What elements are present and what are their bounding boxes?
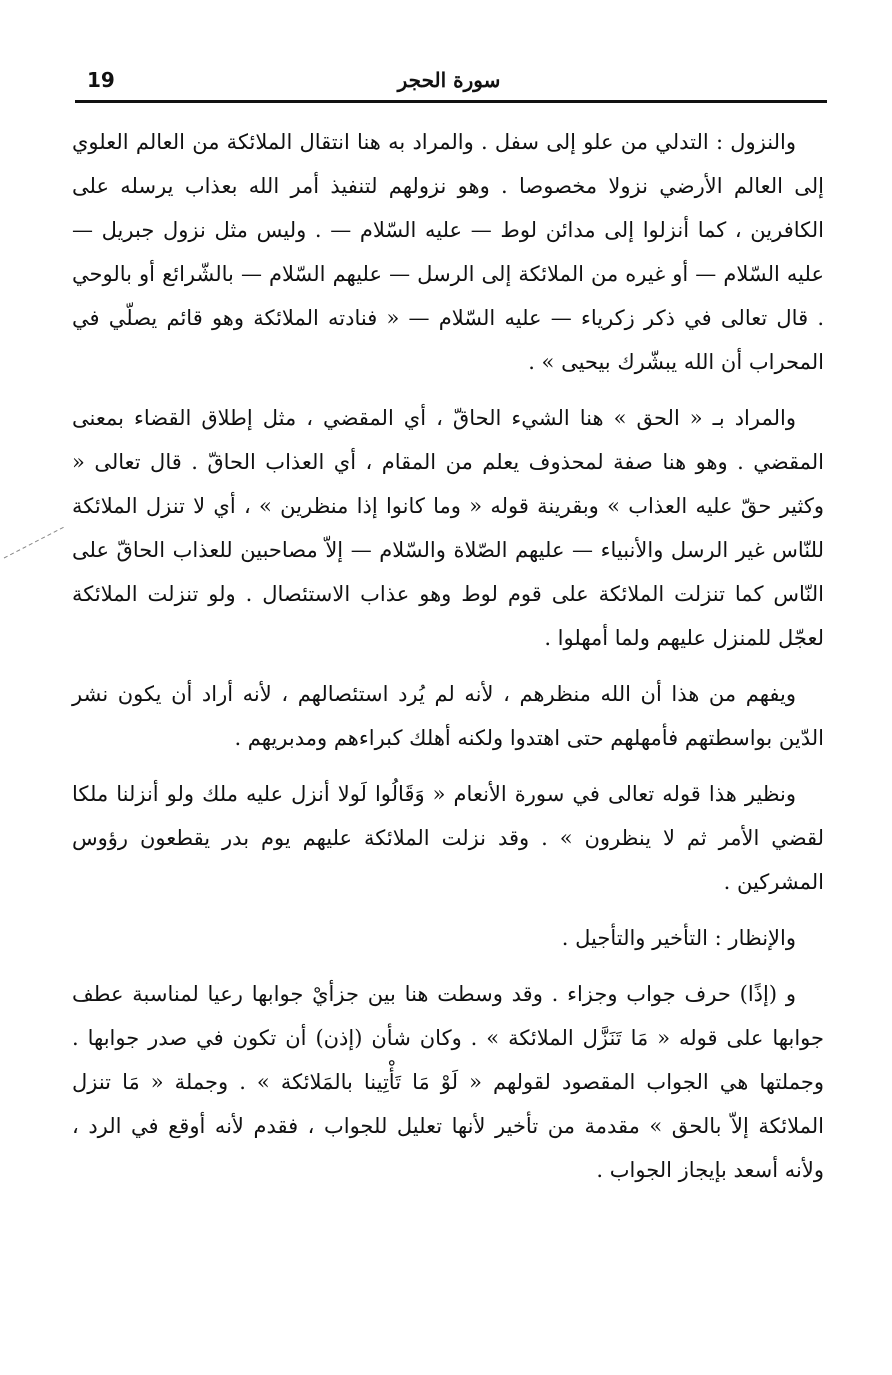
paragraph: و (إذًا) حرف جواب وجزاء . وقد وسطت هنا بين جزأيْ جوابها رعيا لمناسبة عطف جوابها على قوله « مَا تَنَزَّل الملائكة » . وكان شأن (إذن) أن تكون في صدر جوابها . وجملتها هي الجواب المقصود لقولهم « لَوْ مَا تَأْتِينا بالمَلائكة » . وجملة « مَا تنزل الملائكة إلاّ بالحق » مقدمة من تأخير لأنها تعليل للجواب ، فقدم لأنه أوقع في الرد ، ولأنه أسعد بإيجاز الجواب .: [72, 982, 824, 1182]
header-rule: [75, 100, 827, 103]
page-header: [75, 62, 823, 100]
paragraph: والمراد بـ « الحق » هنا الشيء الحاقّ ، أي المقضي ، مثل إطلاق القضاء بمعنى المقضي . وهو هنا صفة لمحذوف يعلم من المقام ، أي العذاب الحاقّ . قال تعالى « وكثير حقّ عليه العذاب » وبقرينة قوله « وما كانوا إذا منظرين » ، أي لا تنزل الملائكة للنّاس غير الرسل والأنبياء — عليهم الصّلاة والسّلام — إلاّ مصاحبين للعذاب الحاقّ على النّاس كما تنزلت الملائكة على قوم لوط وهو عذاب الاستئصال . ولو تنزلت الملائكة لعجّل للمنزل عليهم ولما أمهلوا .: [72, 406, 824, 650]
scan-artifact: [0, 520, 70, 560]
paragraph: ويفهم من هذا أن الله منظرهم ، لأنه لم يُرد استئصالهم ، لأنه أراد أن يكون نشر الدّين بواسطتهم فأمهلهم حتى اهتدوا ولكنه أهلك كبراءهم ومدبريهم .: [72, 682, 824, 750]
page-number: 19: [87, 68, 115, 92]
paragraph: والنزول : التدلي من علو إلى سفل . والمراد به هنا انتقال الملائكة من العالم العلوي إلى العالم الأرضي نزولا مخصوصا . وهو نزولهم لتنفيذ أمر الله بعذاب يرسله على الكافرين ، كما أنزلوا إلى مدائن لوط — عليه السّلام — . وليس مثل نزول جبريل — عليه السّلام — أو غيره من الملائكة إلى الرسل — عليهم السّلام — بالشّرائع أو بالوحي . قال تعالى في ذكر زكرياء — عليه السّلام — « فنادته الملائكة وهو قائم يصلّي في المحراب أن الله يبشّرك بيحيى » .: [72, 130, 824, 374]
running-title: سورة الحجر: [397, 68, 501, 92]
body-text: [72, 120, 824, 1192]
paragraph: ونظير هذا قوله تعالى في سورة الأنعام « وَقَالُوا لَولا أنزل عليه ملك ولو أنزلنا ملكا لقضي الأمر ثم لا ينظرون » . وقد نزلت الملائكة عليهم يوم بدر يقطعون رؤوس المشركين .: [72, 782, 824, 894]
paragraph: والإنظار : التأخير والتأجيل .: [561, 926, 796, 950]
